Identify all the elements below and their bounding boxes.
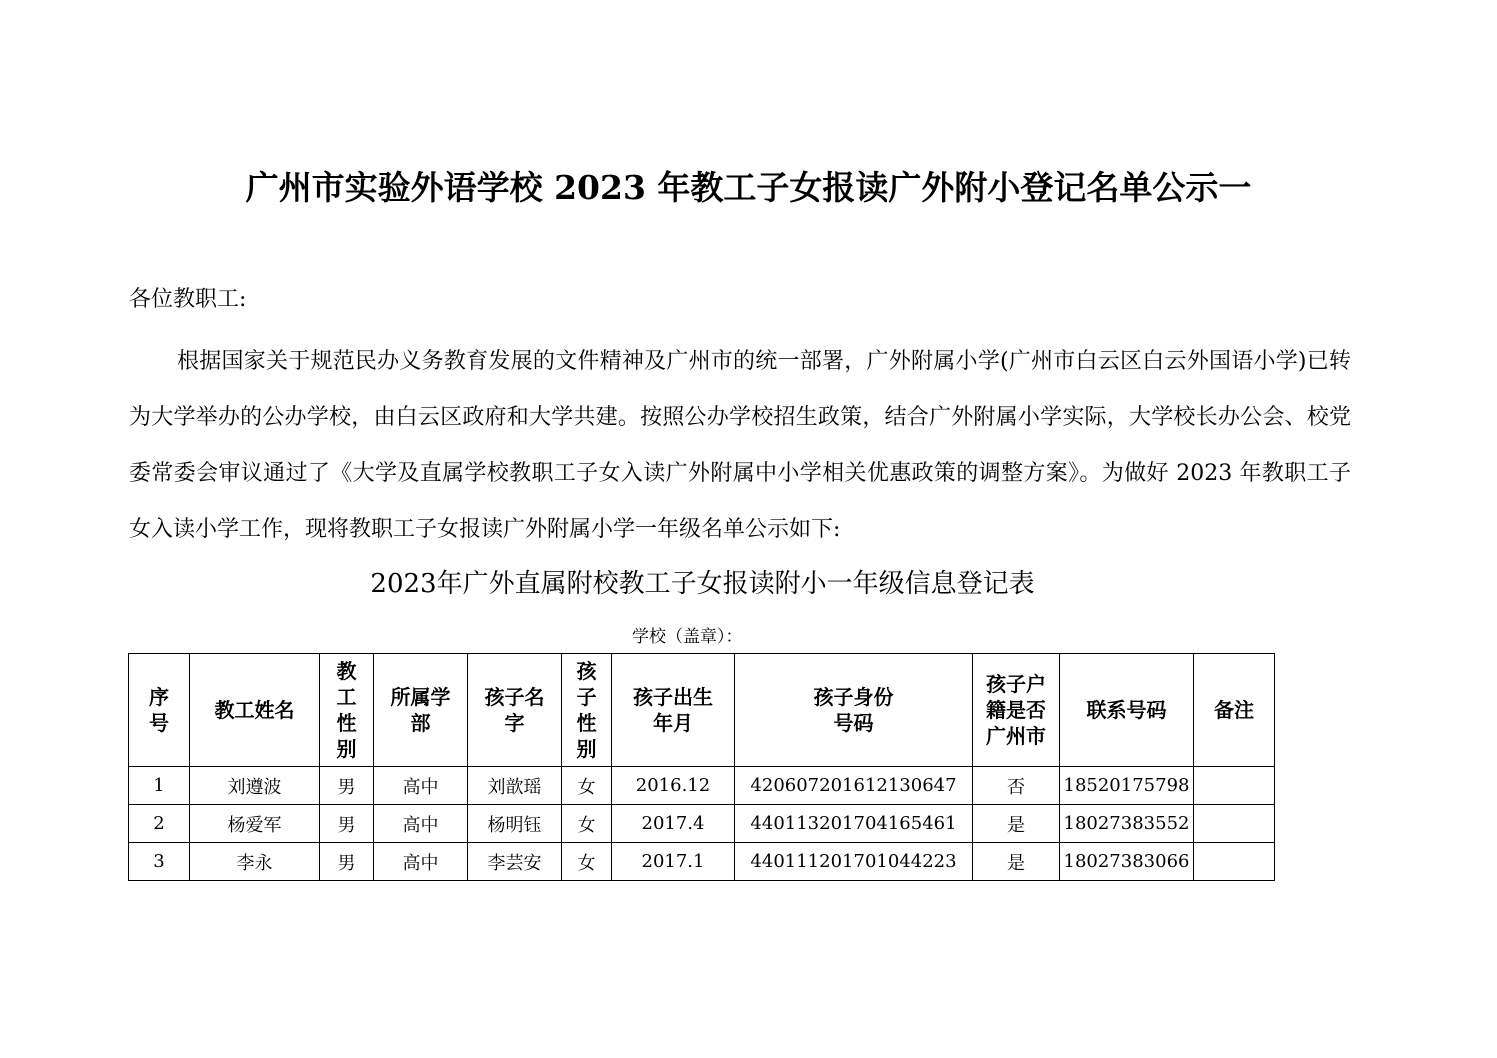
header-phone: 联系号码 (1060, 654, 1194, 767)
cell-staff-gender: 男 (320, 843, 374, 881)
cell-id-number: 440111201701044223 (735, 843, 973, 881)
cell-birth: 2016.12 (612, 767, 735, 805)
cell-id-number: 420607201612130647 (735, 767, 973, 805)
cell-remark (1194, 843, 1275, 881)
cell-hukou: 是 (973, 805, 1060, 843)
cell-department: 高中 (374, 843, 468, 881)
body-paragraph: 根据国家关于规范民办义务教育发展的文件精神及广州市的统一部署，广外附属小学(广州市白云区白云外国语小学)已转为大学举办的公办学校，由白云区政府和大学共建。按照公办学校招生政策，结合广外附属小学实际，大学校长办公会、校党委常委会审议通过了《大学及直属学校教职工子女入读广外附属中小学相关优惠政策的调整方案》。为做好 2023 年教职工子女入读小学工作，现将教职工子女报读广外附属小学一年级名单公示如下: (129, 349, 1351, 542)
header-remark: 备注 (1194, 654, 1275, 767)
cell-child-name: 刘歆瑶 (468, 767, 562, 805)
cell-hukou: 否 (973, 767, 1060, 805)
cell-staff-gender: 男 (320, 805, 374, 843)
table-header-row (129, 654, 1275, 767)
table-row (129, 805, 1275, 843)
cell-id-number: 440113201704165461 (735, 805, 973, 843)
greeting: 各位教职工: (129, 287, 247, 312)
header-child-gender: 孩子性别 (562, 654, 612, 767)
cell-staff-name: 刘遵波 (190, 767, 320, 805)
cell-staff-gender: 男 (320, 767, 374, 805)
school-stamp-label: 学校（盖章）： (632, 627, 743, 647)
cell-child-gender: 女 (562, 843, 612, 881)
cell-department: 高中 (374, 805, 468, 843)
header-index: 序号 (129, 654, 190, 767)
cell-remark (1194, 805, 1275, 843)
header-birth: 孩子出生年月 (612, 654, 735, 767)
cell-phone: 18027383066 (1060, 843, 1194, 881)
header-staff-gender: 教工性别 (320, 654, 374, 767)
header-id-number: 孩子身份号码 (735, 654, 973, 767)
table-row (129, 843, 1275, 881)
cell-staff-name: 李永 (190, 843, 320, 881)
header-department: 所属学部 (374, 654, 468, 767)
header-hukou: 孩子户籍是否广州市 (973, 654, 1060, 767)
cell-child-name: 李芸安 (468, 843, 562, 881)
header-staff-name: 教工姓名 (190, 654, 320, 767)
cell-department: 高中 (374, 767, 468, 805)
cell-hukou: 是 (973, 843, 1060, 881)
cell-index: 2 (129, 805, 190, 843)
cell-phone: 18027383552 (1060, 805, 1194, 843)
header-child-name: 孩子名字 (468, 654, 562, 767)
cell-child-name: 杨明钰 (468, 805, 562, 843)
cell-child-gender: 女 (562, 767, 612, 805)
cell-remark (1194, 767, 1275, 805)
cell-index: 3 (129, 843, 190, 881)
cell-staff-name: 杨爱军 (190, 805, 320, 843)
cell-birth: 2017.4 (612, 805, 735, 843)
table-title: 2023年广外直属附校教工子女报读附小一年级信息登记表 (370, 569, 1035, 599)
cell-birth: 2017.1 (612, 843, 735, 881)
document-title: 广州市实验外语学校 2023 年教工子女报读广外附小登记名单公示一 (245, 168, 1252, 207)
cell-index: 1 (129, 767, 190, 805)
registration-table (128, 653, 1275, 881)
table-row (129, 767, 1275, 805)
cell-phone: 18520175798 (1060, 767, 1194, 805)
cell-child-gender: 女 (562, 805, 612, 843)
